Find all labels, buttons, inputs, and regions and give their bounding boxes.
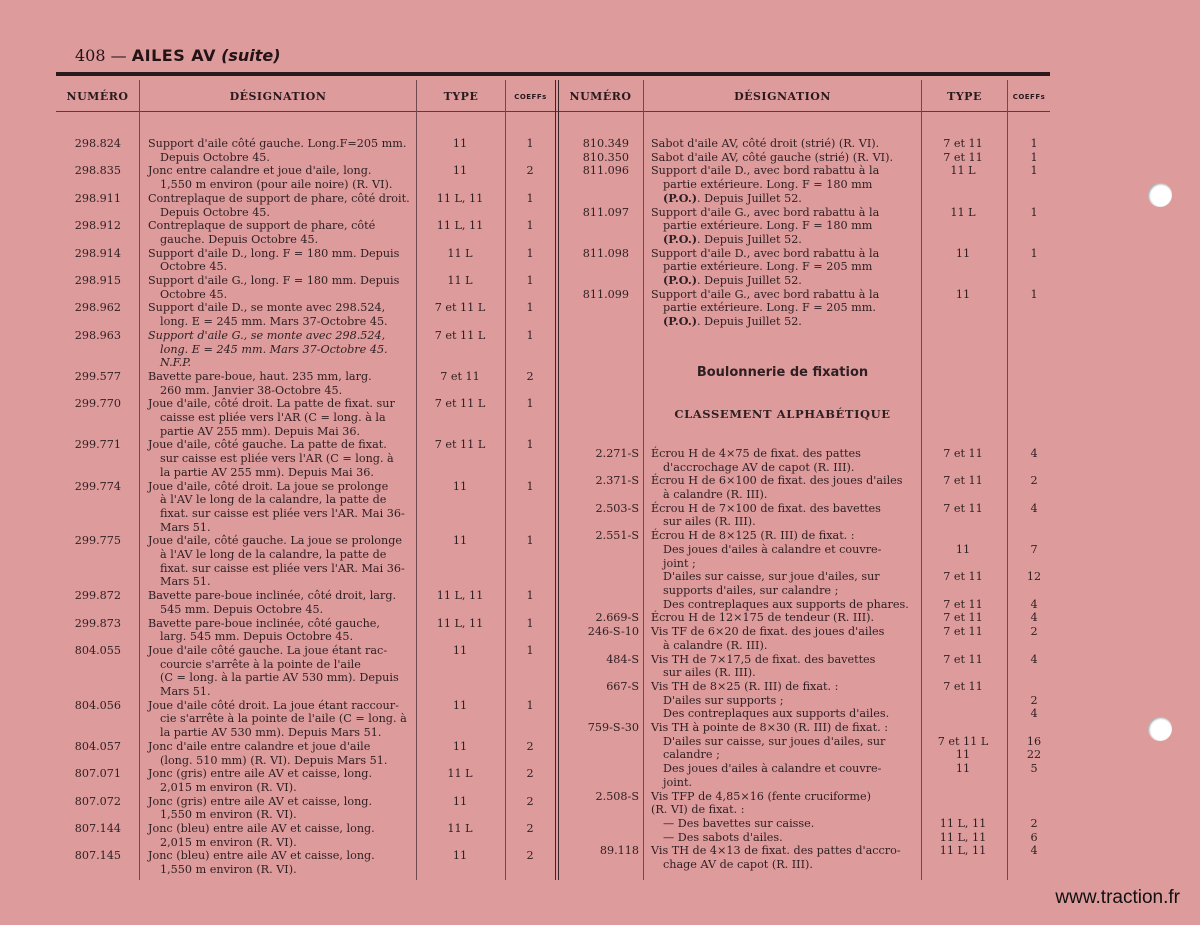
part-coeff: 4 xyxy=(1030,652,1038,666)
designation-line: (P.O.). Depuis Juillet 52. xyxy=(663,314,802,329)
part-number: 299.771 xyxy=(74,438,121,452)
part-designation xyxy=(148,589,416,616)
part-type: 11 L, 11 xyxy=(939,844,987,858)
part-number: 807.145 xyxy=(74,849,121,863)
part-coeff: 1 xyxy=(526,301,534,315)
part-coeff: 4 xyxy=(1030,597,1038,611)
part-type: 7 et 11 xyxy=(943,611,983,625)
part-designation xyxy=(651,137,919,151)
designation-line: Octobre 45. xyxy=(160,260,228,274)
part-type: 7 et 11 xyxy=(943,570,983,584)
part-coeff: 2 xyxy=(526,794,534,808)
designation-line: caisse est pliée vers l'AR (C = long. à la xyxy=(160,411,386,424)
part-designation xyxy=(148,480,416,535)
designation-line: long. E = 245 mm. Mars 37-Octobre 45. xyxy=(160,342,388,356)
part-number: 298.835 xyxy=(74,164,121,178)
designation-line: Vis TF de 6×20 de fixat. des joues d'ailes xyxy=(651,625,885,639)
part-type: 7 et 11 xyxy=(943,625,983,639)
part-number: 807.072 xyxy=(74,794,121,808)
designation-line: Contreplaque de support de phare, côté xyxy=(148,219,376,233)
designation-line: — Des sabots d'ailes. xyxy=(663,830,783,844)
part-coeff: 7 xyxy=(1030,542,1038,556)
part-designation xyxy=(148,644,416,699)
part-coeff: 1 xyxy=(1030,205,1038,219)
designation-line: Mars 51. xyxy=(160,685,211,698)
part-designation xyxy=(148,767,416,794)
header-rule xyxy=(56,72,1050,76)
part-type: 7 et 11 L xyxy=(434,438,486,452)
part-number: 298.914 xyxy=(74,246,121,260)
designation-line: long. E = 245 mm. Mars 37-Octobre 45. xyxy=(160,315,388,329)
part-number: 298.963 xyxy=(74,328,121,342)
part-type: 11 xyxy=(955,542,971,556)
designation-line: Depuis Octobre 45. xyxy=(160,205,270,219)
part-number: 2.669-S xyxy=(595,611,639,625)
designation-line: 1,550 m environ (R. VI). xyxy=(160,863,297,877)
part-type: 7 et 11 xyxy=(943,137,983,150)
part-number: 299.872 xyxy=(74,589,121,603)
designation-line: fixat. sur caisse est pliée vers l'AR. Mai 36- xyxy=(160,561,405,575)
part-designation xyxy=(148,301,416,328)
designation-line: N.F.P. xyxy=(160,356,192,370)
designation-line: partie extérieure. Long. F = 205 mm xyxy=(663,260,873,274)
part-type: 7 et 11 xyxy=(943,474,983,488)
part-type: 11 L, 11 xyxy=(436,616,484,630)
part-type: 11 xyxy=(452,534,468,548)
part-number: 299.774 xyxy=(74,479,121,493)
part-designation xyxy=(148,219,416,246)
po-label: (P.O.) xyxy=(663,273,698,287)
designation-line: joint ; xyxy=(663,556,696,570)
part-number: 2.271-S xyxy=(595,447,639,460)
designation-line: Support d'aile D., long. F = 180 mm. Depuis xyxy=(148,246,400,260)
column-divider xyxy=(643,80,644,880)
designation-line: Support d'aile D., avec bord rabattu à la xyxy=(651,164,880,178)
part-coeff: 4 xyxy=(1030,611,1038,625)
designation-line: Vis TFP de 4,85×16 (fente cruciforme) xyxy=(651,789,871,803)
part-type: 7 et 11 xyxy=(943,597,983,611)
part-type: 11 L, 11 xyxy=(436,589,484,603)
part-type: 11 L, 11 xyxy=(436,191,484,205)
part-coeff: 1 xyxy=(526,397,534,411)
designation-line: Vis TH de 8×25 (R. III) de fixat. : xyxy=(651,679,839,693)
part-type: 11 xyxy=(955,762,971,776)
col-header-numero-right: NUMÉRO xyxy=(569,90,632,103)
part-number: 810.349 xyxy=(582,137,629,150)
designation-line: 1,550 m environ (R. VI). xyxy=(160,808,297,822)
designation-line: Support d'aile D., se monte avec 298.524, xyxy=(148,301,386,315)
part-number: 299.577 xyxy=(74,369,121,383)
designation-line: Joue d'aile, côté gauche. La patte de fixat. xyxy=(148,438,387,452)
part-number: 298.962 xyxy=(74,301,121,315)
part-coeff: 1 xyxy=(526,137,534,150)
designation-line: Joue d'aile, côté droit. La patte de fixat. sur xyxy=(148,397,395,411)
part-number: 2.551-S xyxy=(595,529,639,543)
part-number: 804.056 xyxy=(74,698,121,712)
designation-line: Vis TH à pointe de 8×30 (R. III) de fixat. : xyxy=(651,721,888,734)
part-type: 7 et 11 xyxy=(440,369,480,383)
designation-line: fixat. sur caisse est pliée vers l'AR. Mai 36- xyxy=(160,506,405,520)
column-divider xyxy=(139,80,140,880)
designation-line: à calandre (R. III). xyxy=(663,638,768,652)
designation-line: 545 mm. Depuis Octobre 45. xyxy=(160,602,324,616)
part-number: 811.097 xyxy=(582,205,629,219)
part-coeff: 1 xyxy=(526,438,534,452)
designation-line: 2,015 m environ (R. VI). xyxy=(160,835,297,849)
part-coeff: 2 xyxy=(526,369,534,383)
part-type: 11 xyxy=(955,246,971,260)
part-designation xyxy=(148,164,416,191)
part-type: 11 L xyxy=(447,274,473,287)
part-number: 299.873 xyxy=(74,616,121,630)
column-divider xyxy=(505,80,506,880)
designation-line: Bavette pare-boue inclinée, côté gauche, xyxy=(148,616,380,630)
part-designation xyxy=(148,192,416,219)
part-number: 810.350 xyxy=(582,150,629,164)
part-type: 11 xyxy=(452,137,468,150)
designation-line: — Des bavettes sur caisse. xyxy=(663,816,815,830)
designation-line: d'accrochage AV de capot (R. III). xyxy=(663,460,855,474)
designation-line: Support d'aile G., long. F = 180 mm. Depuis xyxy=(148,274,400,287)
designation-line: Mars 51. xyxy=(160,520,211,534)
part-designation xyxy=(148,370,416,397)
part-coeff: 1 xyxy=(1030,164,1038,178)
part-number: 89.118 xyxy=(599,844,639,858)
designation-line: Bavette pare-boue inclinée, côté droit, larg. xyxy=(148,589,397,603)
part-number: 807.071 xyxy=(74,767,121,781)
part-designation xyxy=(148,795,416,822)
designation-line: D'ailes sur supports ; xyxy=(663,693,784,707)
designation-line: Bavette pare-boue, haut. 235 mm, larg. xyxy=(148,369,372,383)
designation-line: Écrou H de 6×100 de fixat. des joues d'ailes xyxy=(651,474,903,488)
designation-line: Support d'aile D., avec bord rabattu à la xyxy=(651,246,880,260)
part-coeff: 1 xyxy=(1030,287,1038,301)
part-coeff: 1 xyxy=(526,219,534,233)
website-watermark: www.traction.fr xyxy=(1055,887,1180,908)
designation-line: supports d'ailes, sur calandre ; xyxy=(663,583,839,597)
part-type: 7 et 11 L xyxy=(434,397,486,411)
designation-line: Support d'aile côté gauche. Long.F=205 mm. xyxy=(148,137,407,150)
designation-line: Jonc (bleu) entre aile AV et caisse, long. xyxy=(148,849,375,863)
part-type: 7 et 11 xyxy=(943,150,983,164)
part-type: 11 xyxy=(955,748,971,762)
part-type: 11 L xyxy=(950,164,976,178)
col-header-designation-right: DÉSIGNATION xyxy=(734,90,831,103)
part-coeff: 2 xyxy=(526,849,534,863)
part-coeff: 2 xyxy=(526,767,534,781)
part-coeff: 4 xyxy=(1030,447,1038,460)
designation-line: Contreplaque de support de phare, côté droit. xyxy=(148,191,410,205)
designation-line: Des joues d'ailes à calandre et couvre- xyxy=(663,542,882,556)
designation-line: sur ailes (R. III). xyxy=(663,666,756,680)
part-coeff: 1 xyxy=(526,328,534,342)
part-number: 298.912 xyxy=(74,219,121,233)
part-type: 11 L xyxy=(447,246,473,260)
designation-line: Joue d'aile côté gauche. La joue étant rac- xyxy=(148,643,388,657)
designation-line: Mars 51. xyxy=(160,575,211,589)
designation-line: sur ailes (R. III). xyxy=(663,515,756,529)
section-title: Boulonnerie de fixation xyxy=(696,365,869,380)
designation-line: Jonc (gris) entre aile AV et caisse, long. xyxy=(148,767,373,781)
part-designation xyxy=(651,164,919,205)
part-type: 7 et 11 L xyxy=(434,328,486,342)
part-number: 298.915 xyxy=(74,274,121,287)
part-designation xyxy=(148,849,416,876)
designation-line: Support d'aile G., avec bord rabattu à la xyxy=(651,287,880,301)
part-type: 11 L xyxy=(447,767,473,781)
part-number: 2.371-S xyxy=(595,474,639,488)
part-designation xyxy=(148,617,416,644)
designation-line: Octobre 45. xyxy=(160,287,228,301)
page-number: 408 xyxy=(75,46,106,65)
designation-line: 2,015 m environ (R. VI). xyxy=(160,780,297,794)
designation-line: Des contreplaques aux supports d'ailes. xyxy=(663,707,890,721)
designation-line: partie AV 255 mm). Depuis Mai 36. xyxy=(160,424,361,438)
designation-line: 1,550 m environ (pour aile noire) (R. VI). xyxy=(160,178,393,192)
page-title: AILES AV xyxy=(131,46,216,65)
part-number: 811.098 xyxy=(582,246,629,260)
part-number: 759-S-30 xyxy=(587,721,639,734)
part-coeff: 1 xyxy=(526,534,534,548)
part-coeff: 6 xyxy=(1030,830,1038,844)
part-type: 11 xyxy=(452,739,468,753)
column-header-rule xyxy=(56,111,1050,112)
part-coeff: 1 xyxy=(526,274,534,287)
col-header-designation: DÉSIGNATION xyxy=(229,90,327,103)
designation-line: à l'AV le long de la calandre, la patte de xyxy=(160,493,387,507)
part-type: 11 xyxy=(452,164,468,178)
designation-line: Écrou H de 7×100 de fixat. des bavettes xyxy=(651,501,881,515)
part-coeff: 2 xyxy=(1030,474,1038,488)
designation-line: à calandre (R. III). xyxy=(663,488,768,502)
part-designation xyxy=(148,137,416,164)
designation-line: D'ailes sur caisse, sur joues d'ailes, sur xyxy=(663,734,886,748)
po-label: (P.O.) xyxy=(663,231,698,246)
part-coeff: 2 xyxy=(526,739,534,753)
designation-line: (P.O.). Depuis Juillet 52. xyxy=(663,273,802,287)
page-title-suite: (suite) xyxy=(221,46,281,65)
part-type: 11 L xyxy=(447,822,473,835)
part-coeff: 1 xyxy=(526,246,534,260)
part-number: 667-S xyxy=(606,679,639,693)
part-coeff: 5 xyxy=(1030,762,1038,776)
binder-hole-top xyxy=(1148,183,1172,207)
designation-line: joint. xyxy=(663,775,693,789)
part-number: 299.770 xyxy=(74,397,121,411)
part-number: 2.508-S xyxy=(595,789,639,803)
designation-line: Des joues d'ailes à calandre et couvre- xyxy=(663,762,882,776)
col-header-numero: NUMÉRO xyxy=(66,90,129,103)
part-type: 7 et 11 L xyxy=(937,734,989,748)
part-coeff: 1 xyxy=(526,698,534,712)
designation-line: Sabot d'aile AV, côté droit (strié) (R. VI). xyxy=(651,137,880,150)
designation-line: Des contreplaques aux supports de phares. xyxy=(663,597,909,611)
designation-line: Depuis Octobre 45. xyxy=(160,150,270,164)
part-designation xyxy=(651,288,919,329)
designation-line: Jonc d'aile entre calandre et joue d'aile xyxy=(148,739,371,753)
designation-line: (P.O.). Depuis Juillet 52. xyxy=(663,190,802,205)
col-header-coeff: COEFFs xyxy=(514,93,547,101)
col-header-type-right: TYPE xyxy=(947,90,982,103)
section-subtitle: CLASSEMENT ALPHABÉTIQUE xyxy=(674,407,891,421)
part-coeff: 1 xyxy=(526,616,534,630)
po-label: (P.O.) xyxy=(663,314,698,329)
part-coeff: 4 xyxy=(1030,707,1038,721)
designation-line: cie s'arrête à la pointe de l'aile (C = long. à xyxy=(160,712,407,726)
designation-line: Jonc entre calandre et joue d'aile, long. xyxy=(148,164,372,178)
part-designation xyxy=(148,534,416,589)
designation-line: partie extérieure. Long. F = 180 mm xyxy=(663,219,873,233)
po-label: (P.O.) xyxy=(663,190,698,205)
part-coeff: 4 xyxy=(1030,501,1038,515)
part-designation xyxy=(148,397,416,438)
part-number: 811.099 xyxy=(582,287,629,301)
designation-line: chage AV de capot (R. III). xyxy=(663,857,813,871)
part-designation xyxy=(148,247,416,274)
designation-line: à l'AV le long de la calandre, la patte de xyxy=(160,548,387,561)
designation-line: calandre ; xyxy=(663,748,720,762)
part-designation xyxy=(651,247,919,288)
part-coeff: 1 xyxy=(526,643,534,657)
part-type: 7 et 11 xyxy=(943,447,983,460)
part-type: 11 L, 11 xyxy=(939,830,987,844)
part-type: 11 xyxy=(452,698,468,712)
part-designation xyxy=(148,822,416,849)
part-number: 298.824 xyxy=(74,137,121,150)
part-coeff: 1 xyxy=(1030,246,1038,260)
designation-line: (long. 510 mm) (R. VI). Depuis Mars 51. xyxy=(160,753,388,767)
part-coeff: 4 xyxy=(1030,844,1038,858)
part-designation xyxy=(148,274,416,301)
part-type: 11 xyxy=(452,794,468,808)
designation-line: Support d'aile G., avec bord rabattu à la xyxy=(651,205,880,219)
part-coeff: 2 xyxy=(526,164,534,178)
part-number: 2.503-S xyxy=(595,501,639,515)
part-type: 11 L xyxy=(950,205,976,219)
designation-line: Jonc (bleu) entre aile AV et caisse, long. xyxy=(148,822,375,835)
part-coeff: 12 xyxy=(1026,570,1042,584)
designation-line: Écrou H de 12×175 de tendeur (R. III). xyxy=(651,611,875,625)
part-designation xyxy=(148,699,416,740)
designation-line: 260 mm. Janvier 38-Octobre 45. xyxy=(160,383,343,397)
part-type: 11 L, 11 xyxy=(436,219,484,233)
page-header xyxy=(75,46,281,65)
col-header-type: TYPE xyxy=(443,90,479,103)
binder-hole-bottom xyxy=(1148,717,1172,741)
part-type: 11 xyxy=(452,479,468,493)
part-designation xyxy=(148,740,416,767)
part-number: 804.055 xyxy=(74,643,121,657)
designation-line: sur caisse est pliée vers l'AR (C = long. à xyxy=(160,452,394,466)
col-header-coeff-right: COEFFs xyxy=(1012,93,1046,101)
part-type: 11 xyxy=(452,849,468,863)
part-coeff: 2 xyxy=(1030,693,1038,707)
designation-line: Vis TH de 4×13 de fixat. des pattes d'accro- xyxy=(651,844,901,858)
designation-line: (P.O.). Depuis Juillet 52. xyxy=(663,231,802,246)
part-number: 811.096 xyxy=(582,164,629,178)
part-number: 246-S-10 xyxy=(587,625,639,639)
designation-line: partie extérieure. Long. F = 205 mm. xyxy=(663,301,876,315)
header-dash: — xyxy=(110,46,127,65)
designation-line: Vis TH de 7×17,5 de fixat. des bavettes xyxy=(651,652,876,666)
part-type: 11 xyxy=(955,287,971,301)
part-type: 11 xyxy=(452,643,468,657)
designation-line: (C = long. à la partie AV 530 mm). Depuis xyxy=(160,671,399,685)
part-number: 299.775 xyxy=(74,534,121,548)
part-number: 484-S xyxy=(606,652,639,666)
designation-line: Joue d'aile côté droit. La joue étant raccour- xyxy=(148,698,399,712)
part-type: 7 et 11 xyxy=(943,679,983,693)
designation-line: Écrou H de 8×125 (R. III) de fixat. : xyxy=(651,529,855,543)
part-type: 7 et 11 xyxy=(943,652,983,666)
designation-line: Joue d'aile, côté droit. La joue se prolonge xyxy=(148,479,389,493)
designation-line: gauche. Depuis Octobre 45. xyxy=(160,232,319,246)
part-coeff: 16 xyxy=(1026,734,1042,748)
column-divider xyxy=(1007,80,1008,880)
part-coeff: 2 xyxy=(526,822,534,835)
part-coeff: 1 xyxy=(1030,137,1038,150)
designation-line: Jonc (gris) entre aile AV et caisse, long. xyxy=(148,794,373,808)
part-designation xyxy=(651,206,919,247)
part-coeff: 2 xyxy=(1030,625,1038,639)
designation-line: (R. VI) de fixat. : xyxy=(651,803,745,817)
designation-line: Sabot d'aile AV, côté gauche (strié) (R. VI). xyxy=(651,150,894,164)
part-number: 807.144 xyxy=(74,822,121,835)
part-coeff: 2 xyxy=(1030,816,1038,830)
designation-line: Support d'aile G., se monte avec 298.524, xyxy=(148,328,386,342)
designation-line: Joue d'aile, côté gauche. La joue se prolonge xyxy=(148,534,403,548)
designation-line: larg. 545 mm. Depuis Octobre 45. xyxy=(160,630,354,644)
designation-line: D'ailes sur caisse, sur joue d'ailes, sur xyxy=(663,570,880,584)
designation-line: partie extérieure. Long. F = 180 mm xyxy=(663,178,873,192)
part-type: 7 et 11 xyxy=(943,501,983,515)
designation-line: la partie AV 530 mm). Depuis Mars 51. xyxy=(160,726,382,740)
part-designation xyxy=(651,151,919,165)
part-type: 7 et 11 L xyxy=(434,301,486,315)
designation-line: courcie s'arrête à la pointe de l'aile xyxy=(160,657,361,671)
part-designation xyxy=(148,438,416,479)
designation-line: Écrou H de 4×75 de fixat. des pattes xyxy=(651,447,861,460)
part-coeff: 22 xyxy=(1026,748,1042,762)
part-number: 298.911 xyxy=(74,191,121,205)
part-coeff: 1 xyxy=(1030,150,1038,164)
part-type: 11 L, 11 xyxy=(939,816,987,830)
part-number: 804.057 xyxy=(74,739,121,753)
part-designation xyxy=(148,329,416,370)
part-coeff: 1 xyxy=(526,191,534,205)
part-coeff: 1 xyxy=(526,479,534,493)
part-coeff: 1 xyxy=(526,589,534,603)
designation-line: la partie AV 255 mm). Depuis Mai 36. xyxy=(160,465,374,479)
